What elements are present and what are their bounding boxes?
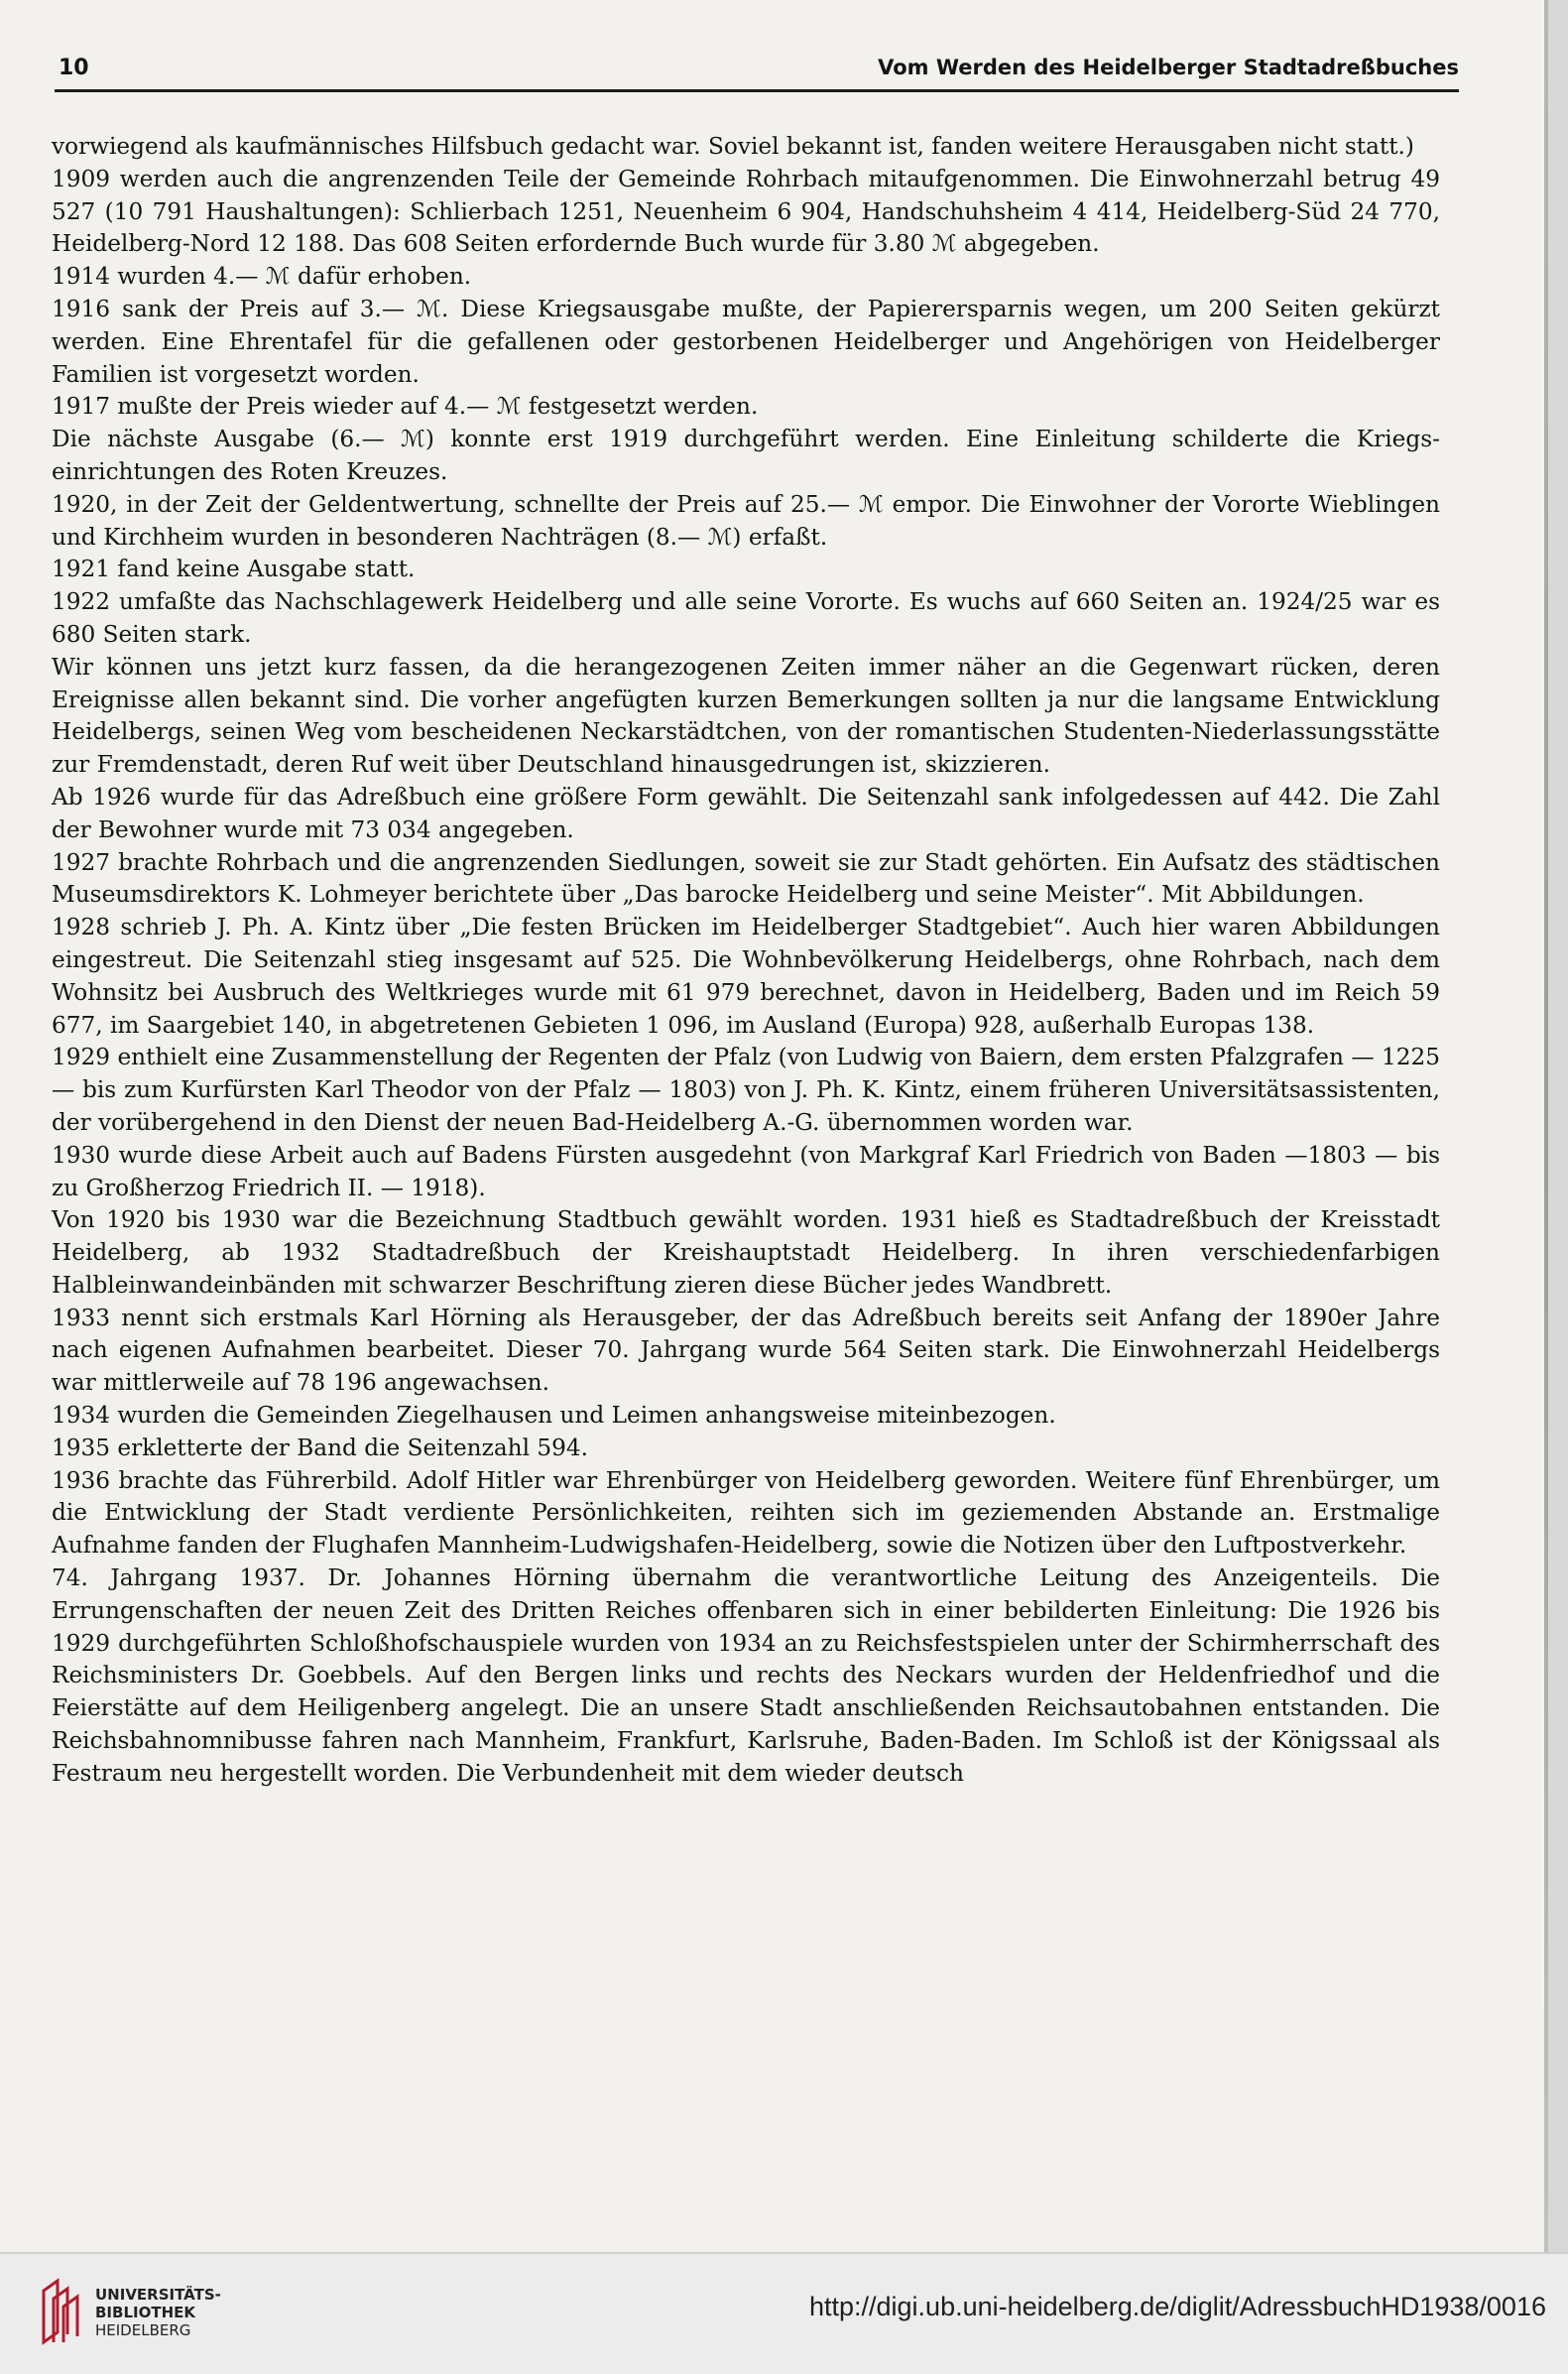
ub-heidelberg-logo-icon: [40, 2277, 85, 2346]
permalink-url[interactable]: http://digi.ub.uni-heidelberg.de/diglit/AdressbuchHD1938/0016: [808, 2292, 1546, 2321]
running-title: Vom Werden des Heidelberger Stadtadreßbuches: [878, 56, 1459, 79]
paragraph: 1933 nennt sich erstmals Karl Hörning als Herausgeber, der das Adreßbuch bereits seit Anfang der 1890er Jahre nach eigenen Aufnahmen bearbeitet. Dieser 70. Jahrgang wurde 564 Seiten stark. Die Einwohnerzahl Heidelbergs war mittlerweile auf 78 196 angewachsen.: [52, 1304, 1440, 1397]
paragraph: 1921 fand keine Ausgabe statt.: [52, 556, 416, 583]
paragraph: 1936 brachte das Führerbild. Adolf Hitler war Ehrenbürger von Heidelberg geworden. Weitere fünf Ehrenbürger, um die Entwicklung der Stadt verdiente Persönlichkeiten, reihten sich im geziemenden Abstande an. Erstmalige Aufnahme fanden der Flughafen Mannheim-Ludwigshafen-Heidelberg, sowie die Notizen über den Luftpostverkehr.: [52, 1466, 1440, 1560]
paragraph: 1922 umfaßte das Nachschlagewerk Heidelberg und alle seine Vororte. Es wuchs auf 660 Seiten an. 1924/25 war es 680 Seiten stark.: [52, 588, 1440, 648]
library-line: BIBLIOTHEK: [95, 2304, 195, 2321]
paragraph: 1930 wurde diese Arbeit auch auf Badens Fürsten ausgedehnt (von Markgraf Karl Friedrich von Baden —1803 — bis zu Großherzog Friedrich II. — 1918).: [52, 1141, 1440, 1201]
paragraph: Von 1920 bis 1930 war die Bezeichnung Stadtbuch gewählt worden. 1931 hieß es Stadtadreßbuch der Kreisstadt Heidelberg, ab 1932 Stadtadreßbuch der Kreishauptstadt Heidelberg. In ihren verschiedenfarbigen Halbleinwandeinbänden mit schwarzer Beschriftung zieren diese Bücher jedes Wandbrett.: [52, 1206, 1440, 1299]
paragraph: 1909 werden auch die angrenzenden Teile der Gemeinde Rohrbach mitaufgenommen. Die Einwohnerzahl betrug 49 527 (10 791 Haushaltungen): Schlierbach 1251, Neuenheim 6 904, Handschuhsheim 4 414, Heidelberg-Süd 24 770, Heidelberg-Nord 12 188. Das 608 Seiten erfordernde Buch wurde für 3.80 ℳ abgegeben.: [52, 165, 1440, 258]
paragraph: 1928 schrieb J. Ph. A. Kintz über „Die festen Brücken im Heidelberger Stadtgebiet“. Auch hier waren Abbildungen eingestreut. Die Seitenzahl stieg insgesamt auf 525. Die Wohnbevölkerung Heidelbergs, ohne Rohrbach, nach dem Wohnsitz bei Ausbruch des Weltkrieges wurde mit 61 979 berechnet, davon in Heidelberg, Baden und im Reich 59 677, im Saargebiet 140, in abgetretenen Gebieten 1 096, im Ausland (Europa) 928, außerhalb Europas 138.: [52, 914, 1440, 1039]
library-line: HEIDELBERG: [95, 2321, 191, 2339]
paragraph: 1934 wurden die Gemeinden Ziegelhausen und Leimen anhangsweise miteinbezogen.: [52, 1402, 1056, 1430]
paragraph: 74. Jahrgang 1937. Dr. Johannes Hörning übernahm die verantwortliche Leitung des Anzeigenteils. Die Errungenschaften der neuen Zeit des Dritten Reiches offenbaren sich in einer bebilderten Einleitung: Die 1926 bis 1929 durchgeführten Schloßhofschauspiele wurden von 1934 an zu Reichsfestspielen unter der Schirmherrschaft des Reichsministers Dr. Goebbels. Auf den Bergen links und rechts des Neckars wurden der Heldenfriedhof und die Feierstätte auf dem Heiligenberg angelegt. Die an unsere Stadt anschließenden Reichsautobahnen entstanden. Die Reichsbahnomnibusse fahren nach Mannheim, Frankfurt, Karlsruhe, Baden-Baden. Im Schloß ist der Königssaal als Festraum neu hergestellt worden. Die Verbundenheit mit dem wieder deutsch: [52, 1564, 1440, 1787]
paragraph: 1920, in der Zeit der Geldentwertung, schnellte der Preis auf 25.— ℳ empor. Die Einwohner der Vororte Wieblingen und Kirchheim wurden in besonderen Nachträgen (8.— ℳ) erfaßt.: [52, 490, 1440, 551]
page-header: [55, 54, 1459, 92]
paragraph: 1916 sank der Preis auf 3.— ℳ. Diese Kriegsausgabe mußte, der Papierersparnis wegen, um 200 Seiten gekürzt werden. Eine Ehrentafel für die gefallenen oder gestorbenen Heidelberger und Angehörigen von Heidelberger Familien ist vorgesetzt worden.: [52, 295, 1440, 388]
paragraph: 1935 erkletterte der Band die Seitenzahl 594.: [52, 1434, 589, 1461]
paragraph: Die nächste Ausgabe (6.— ℳ) konnte erst 1919 durchgeführt werden. Eine Einleitung schilderte die Kriegseinrichtungen des Roten Kreuzes.: [52, 426, 1440, 485]
page-number: 10: [59, 56, 89, 80]
library-line: UNIVERSITÄTS-: [95, 2286, 221, 2304]
paragraph: 1929 enthielt eine Zusammenstellung der Regenten der Pfalz (von Ludwig von Baiern, dem ersten Pfalzgrafen — 1225 — bis zum Kurfürsten Karl Theodor von der Pfalz — 1803) von J. Ph. K. Kintz, einem früheren Universitätsassistenten, der vorübergehend in den Dienst der neuen Bad-Heidelberg A.-G. übernommen worden war.: [52, 1044, 1440, 1136]
library-name: [95, 2286, 221, 2339]
paragraph: 1917 mußte der Preis wieder auf 4.— ℳ festgesetzt werden.: [52, 393, 759, 421]
paragraph: 1927 brachte Rohrbach und die angrenzenden Siedlungen, soweit sie zur Stadt gehörten. Ein Aufsatz des städtischen Museumsdirektors K. Lohmeyer berichtete über „Das barocke Heidelberg und seine Meister“. Mit Abbildungen.: [52, 848, 1440, 909]
body-text: [52, 131, 1440, 1791]
paragraph: 1914 wurden 4.— ℳ dafür erhoben.: [52, 263, 472, 291]
paragraph: Wir können uns jetzt kurz fassen, da die herangezogenen Zeiten immer näher an die Gegenwart rücken, deren Ereignisse allen bekannt sind. Die vorher angefügten kurzen Bemerkungen sollten ja nur die langsame Entwicklung Heidelbergs, seinen Weg vom bescheidenen Neckarstädtchen, von der romantischen Studenten-Niederlassungsstätte zur Fremdenstadt, deren Ruf weit über Deutschland hinausgedrungen ist, skizzieren.: [52, 653, 1440, 779]
paragraph: vorwiegend als kaufmännisches Hilfsbuch gedacht war. Soviel bekannt ist, fanden weitere Herausgaben nicht statt.): [52, 133, 1414, 160]
paragraph: Ab 1926 wurde für das Adreßbuch eine größere Form gewählt. Die Seitenzahl sank infolgedessen auf 442. Die Zahl der Bewohner wurde mit 73 034 angegeben.: [52, 783, 1440, 843]
